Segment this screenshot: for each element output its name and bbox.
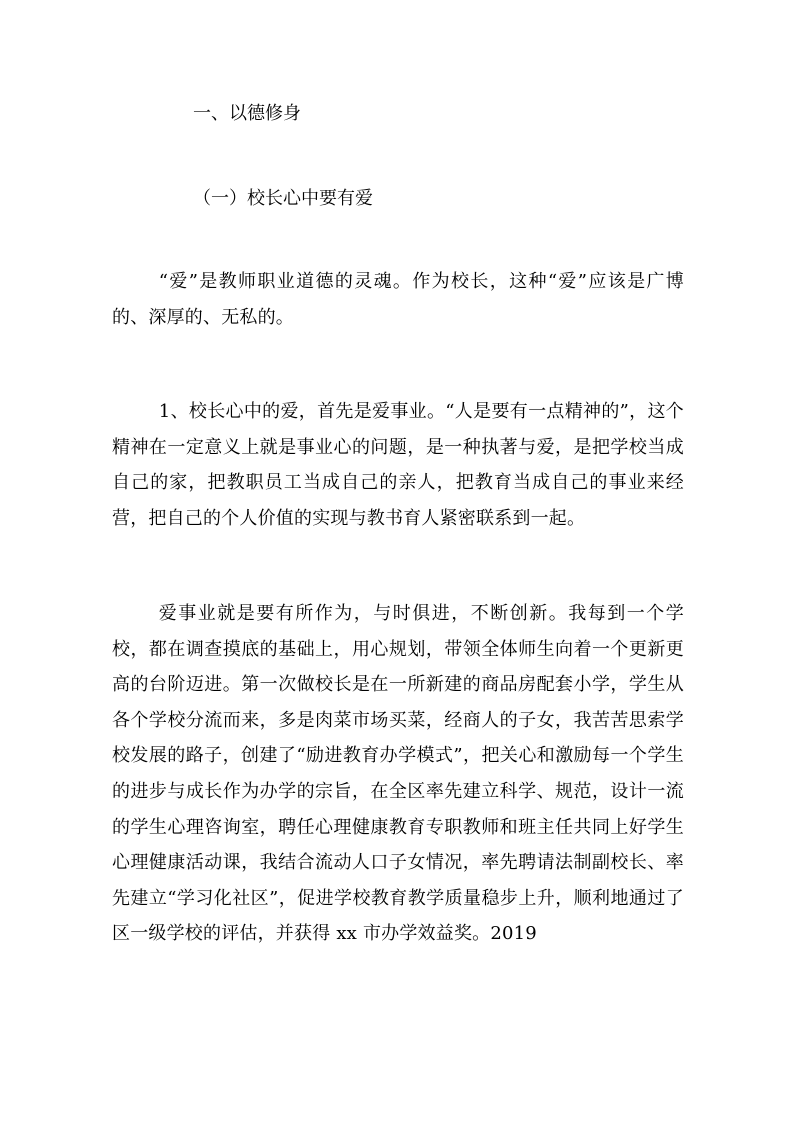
subsection-heading: （一）校长心中要有爱 — [193, 188, 373, 209]
paragraph-love-career: 1、校长心中的爱，首先是爱事业。“人是要有一点精神的”，这个精神在一定意义上就是事业心的问题，是一种执著与爱，是把学校当成自己的家，把教职员工当成自己的亲人，把教育当成自己的事业来经营，把自己的个人价值的实现与教书育人紧密联系到一起。 — [112, 401, 684, 529]
paragraph-innovation: 爱事业就是要有所作为，与时俱进，不断创新。我每到一个学校，都在调查摸底的基础上，用心规划，带领全体师生向着一个更新更高的台阶迈进。第一次做校长是在一所新建的商品房配套小学，学生从各个学校分流而来，多是肉菜市场买菜，经商人的子女，我苦苦思索学校发展的路子，创建了“励进教育办学模式”，把关心和激励每一个学生的进步与成长作为办学的宗旨，在全区率先建立科学、规范，设计一流的学生心理咨询室，聘任心理健康教育专职教师和班主任共同上好学生心理健康活动课，我结合流动人口子女情况，率先聘请法制副校长、率先建立“学习化社区”，促进学校教育教学质量稳步上升，顺利地通过了区一级学校的评估，并获得 xx 市办学效益奖。2019 — [112, 603, 684, 945]
section-heading: 一、以德修身 — [193, 103, 301, 124]
paragraph-intro: “爱”是教师职业道德的灵魂。作为校长，这种“爱”应该是广博的、深厚的、无私的。 — [112, 271, 684, 328]
